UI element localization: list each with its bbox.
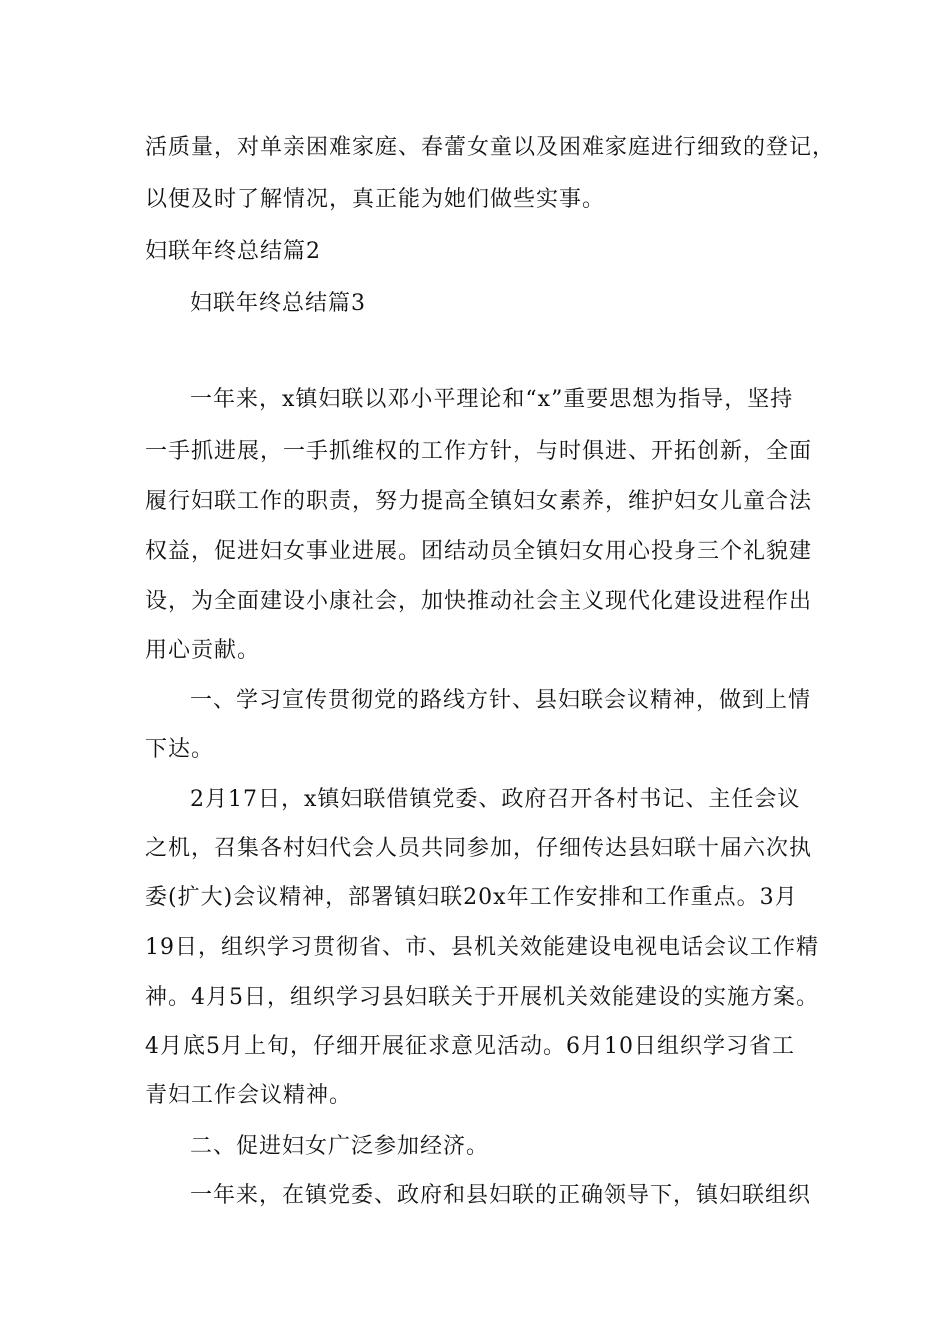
text-line: 用心贡献。 [145, 638, 261, 663]
text-line: 活质量，对单亲困难家庭、春蕾女童以及困难家庭进行细致的登记， [145, 135, 836, 160]
text-line: 权益，促进妇女事业进展。团结动员全镇妇女用心投身三个礼貌建 [145, 539, 813, 564]
text-line: 之机，召集各村妇代会人员共同参加，仔细传达县妇联十届六次执 [145, 836, 813, 861]
text-line: 设，为全面建设小康社会，加快推动社会主义现代化建设进程作出 [145, 589, 813, 614]
text-line: 一年来，在镇党委、政府和县妇联的正确领导下，镇妇联组织 [190, 1183, 812, 1208]
text-line: 一、学习宣传贯彻党的路线方针、县妇联会议精神，做到上情 [190, 688, 812, 713]
text-line: 青妇工作会议精神。 [145, 1083, 353, 1108]
text-line: 一年来，x镇妇联以邓小平理论和“x”重要思想为指导，坚持 [190, 387, 794, 412]
text-line: 下达。 [145, 737, 215, 762]
section-heading: 妇联年终总结篇3 [190, 291, 366, 316]
text-line: 一手抓进展，一手抓维权的工作方针，与时俱进、开拓创新，全面 [145, 439, 813, 464]
text-line: 4月底5月上旬，仔细开展征求意见活动。6月10日组织学习省工 [145, 1034, 795, 1059]
text-line: 神。4月5日，组织学习县妇联关于开展机关效能建设的实施方案。 [145, 985, 819, 1010]
text-line: 委(扩大)会议精神，部署镇妇联20x年工作安排和工作重点。3月 [145, 885, 798, 910]
section-heading: 妇联年终总结篇2 [145, 239, 321, 264]
text-line: 19日，组织学习贯彻省、市、县机关效能建设电视电话会议工作精 [145, 935, 819, 960]
text-line: 2月17日，x镇妇联借镇党委、政府召开各村书记、主任会议 [190, 787, 801, 812]
text-line: 二、促进妇女广泛参加经济。 [190, 1134, 490, 1159]
text-line: 以便及时了解情况，真正能为她们做些实事。 [145, 187, 606, 212]
text-line: 履行妇联工作的职责，努力提高全镇妇女素养，维护妇女儿童合法 [145, 489, 813, 514]
